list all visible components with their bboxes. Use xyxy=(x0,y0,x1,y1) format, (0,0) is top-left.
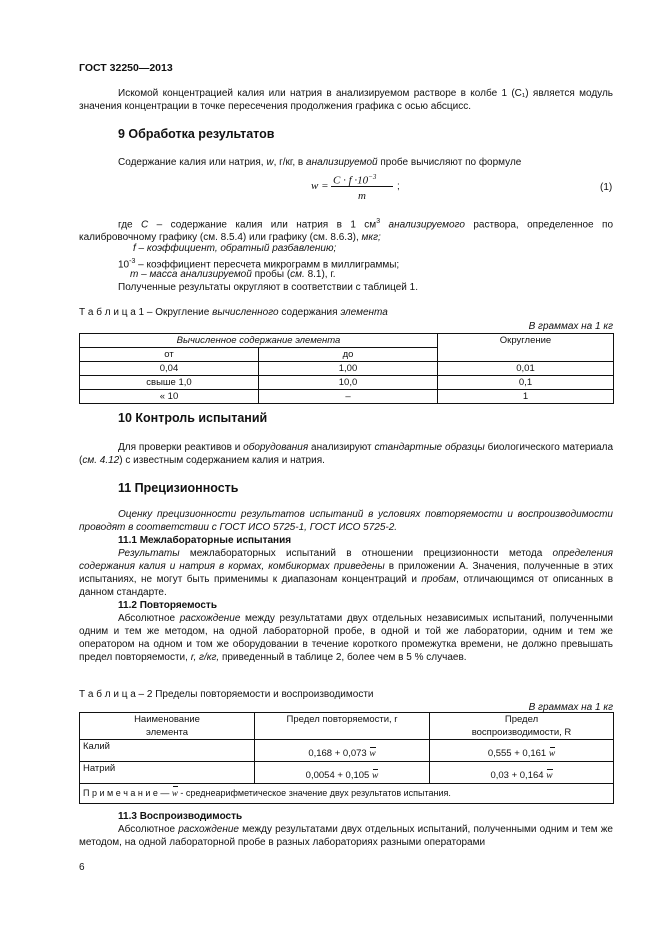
k-definition: $10^{-3}$ – коэффициент пересчета микрограмм в миллиграммы; xyxy=(118,258,400,271)
table-2-unit: В граммах на 1 кг xyxy=(528,702,613,713)
section-9-title: 9 Обработка результатов xyxy=(118,127,275,141)
section-11-lead: Оценку прецизионности результатов испытаний в условиях повторяемости и воспроизводимости проводят в соответствии с ГОСТ ИСО 5725-1, ГОСТ ИСО 5725-2. xyxy=(79,509,613,533)
table-1-caption: Т а б л и ц а 1 – Округление вычисленного содержания элемента xyxy=(79,307,388,318)
table-2-head-R: Предел воспроизводимости, R xyxy=(430,713,614,740)
table-1-head-to: до xyxy=(259,348,438,362)
table-cell: свыше 1,0 xyxy=(80,376,259,390)
intro-paragraph: Искомой концентрацией калия или натрия в анализируемом растворе в колбе 1 (C₁) является модуль значения концентрации в точке пересечения продолжения графика с осью абсцисс. xyxy=(79,88,613,112)
section-11-2-title: 11.2 Повторяемость xyxy=(118,600,217,611)
table-cell: 0,0054 + 0,105 w xyxy=(255,762,430,784)
table-2-head-r: Предел повторяемости, r xyxy=(255,713,430,740)
table-1 xyxy=(79,333,614,404)
table-row xyxy=(80,740,614,762)
table-cell: Натрий xyxy=(80,762,255,784)
formula-number: (1) xyxy=(600,182,613,193)
section-9-lead: Содержание калия или натрия, w, г/кг, в анализируемой пробе вычисляют по формуле xyxy=(118,157,522,168)
table-2 xyxy=(79,712,614,804)
table-cell: 0,01 xyxy=(438,362,614,376)
table-cell: 0,03 + 0,164 w xyxy=(430,762,614,784)
table-row xyxy=(80,376,614,390)
table-cell: 0,555 + 0,161 w xyxy=(430,740,614,762)
table-2-caption: Т а б л и ц а – 2 Пределы повторяемости и воспроизводимости xyxy=(79,689,374,700)
page-number: 6 xyxy=(79,862,85,873)
section-11-3-title: 11.3 Воспроизводимость xyxy=(118,811,243,822)
where-clause: где C – содержание калия или натрия в 1 $см^3$ анализируемого раствора, определенное по калибровочному графику (см. 8.5.4) или графику (см. 8.6.3), мкг; xyxy=(79,218,614,244)
section-11-1-title: 11.1 Межлабораторные испытания xyxy=(118,535,292,546)
table-row xyxy=(80,362,614,376)
table-cell: 10,0 xyxy=(259,376,438,390)
section-11-title: 11 Прецизионность xyxy=(118,481,239,495)
section-11-1-paragraph: Результаты межлабораторных испытаний в отношении прецизионности метода определения содержания калия и натрия в кормах, комбикормах приведены в приложении А. Значения, полученные в этих испытаниях, не могут быть применимы к диапазонам концентраций и пробам, отличающимся от описанных в данном стандарте. xyxy=(79,548,614,598)
f-definition: f – коэффициент, обратный разбавлению; xyxy=(133,243,337,254)
section-10-title: 10 Контроль испытаний xyxy=(118,411,268,425)
table-2-head-element: Наименование элемента xyxy=(80,713,255,740)
rounding-note: Полученные результаты округляют в соответствии с таблицей 1. xyxy=(118,282,418,293)
table-1-head-from: от xyxy=(80,348,259,362)
formula-1: w = $C \cdot f \cdot 10^{-3}$ m ; xyxy=(311,173,400,202)
document-header: ГОСТ 32250—2013 xyxy=(79,62,173,74)
table-1-head-rounding: Округление xyxy=(438,334,614,362)
table-row xyxy=(80,762,614,784)
table-cell: 0,1 xyxy=(438,376,614,390)
table-cell: 1 xyxy=(438,390,614,404)
section-11-3-paragraph: Абсолютное расхождение между результатами двух отдельных испытаний, полученными одним и тем же методом, на одной лабораторной пробе в разных лабораториях разными операторами xyxy=(79,824,613,848)
section-11-2-paragraph: Абсолютное расхождение между результатами двух отдельных независимых испытаний, полученными одним и тем же методом, на одной лабораторной пробе, в одной и той же лаборатории, одним и тем же оператором на одном и том же оборудовании в течение короткого промежутка времени, не должно превышать предел повторяемости, r, г/кг, приведенный в таблице 2, более чем в 5 % случаев. xyxy=(79,613,613,663)
table-cell: 0,04 xyxy=(80,362,259,376)
table-cell: 1,00 xyxy=(259,362,438,376)
table-cell: Калий xyxy=(80,740,255,762)
table-cell: 0,168 + 0,073 w xyxy=(255,740,430,762)
m-definition: m – масса анализируемой пробы (см. 8.1), г. xyxy=(130,269,336,280)
table-cell: « 10 xyxy=(80,390,259,404)
table-2-note: П р и м е ч а н и е — w - среднеарифметическое значение двух результатов испытания. xyxy=(80,784,614,804)
table-row xyxy=(80,390,614,404)
table-cell: – xyxy=(259,390,438,404)
table-1-head-content: Вычисленное содержание элемента xyxy=(80,334,438,348)
table-1-unit: В граммах на 1 кг xyxy=(528,321,613,332)
section-10-paragraph: Для проверки реактивов и оборудования анализируют стандартные образцы биологического материала (см. 4.12) с известным содержанием калия и натрия. xyxy=(79,442,614,466)
